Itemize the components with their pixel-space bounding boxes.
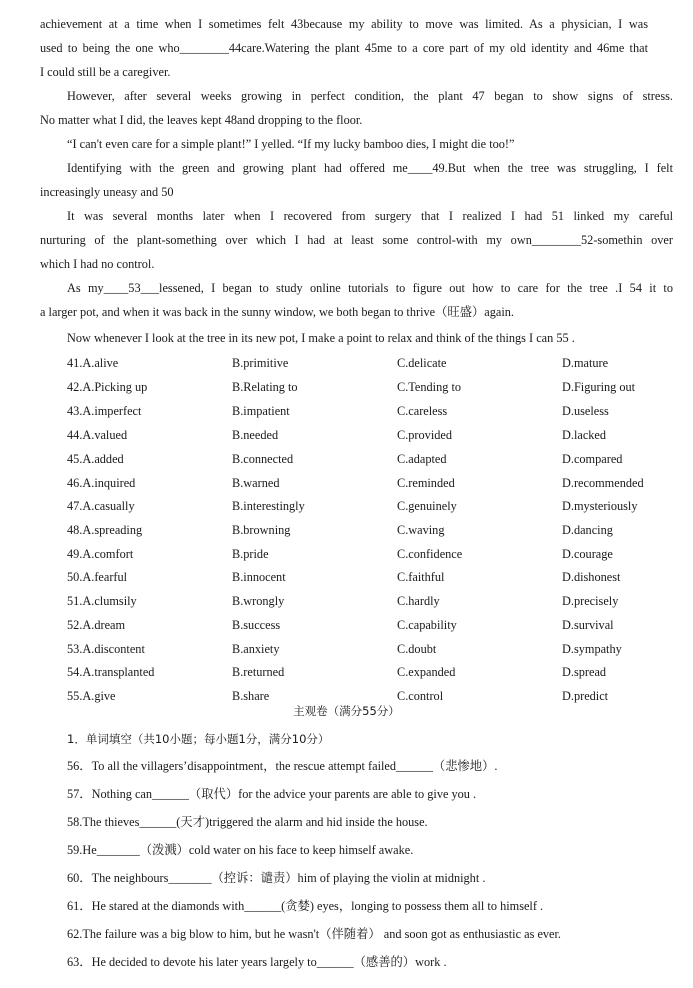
option-c: C.Tending to [397, 380, 462, 394]
option-a: 52.A.dream [67, 618, 126, 632]
passage-line: which I had no control. [40, 257, 155, 271]
passage-line: It was several months later when I recovered from surgery that I realized I had 51 linked my careful [67, 209, 673, 223]
fill-item: 59.He_______（泼溅）cold water on his face to keep himself awake. [67, 843, 414, 857]
option-a: 50.A.fearful [67, 570, 128, 584]
option-b: B.needed [232, 428, 279, 442]
fill-item: 58.The thieves______(天才)triggered the alarm and hid inside the house. [67, 815, 428, 829]
option-d: D.recommended [562, 476, 644, 490]
option-b: B.returned [232, 665, 285, 679]
option-b: B.browning [232, 523, 291, 537]
passage-line: increasingly uneasy and 50 [40, 185, 174, 199]
option-b: B.success [232, 618, 281, 632]
option-a: 46.A.inquired [67, 476, 136, 490]
option-c: C.careless [397, 404, 448, 418]
option-c: C.expanded [397, 665, 456, 679]
option-c: C.doubt [397, 642, 437, 656]
option-c: C.delicate [397, 356, 447, 370]
fill-item: 63．He decided to devote his later years largely to______（感善的）work . [67, 955, 447, 969]
option-b: B.wrongly [232, 594, 285, 608]
fill-item: 56．To all the villagers’disappointment，the rescue attempt failed______（悲惨地）. [67, 759, 498, 773]
option-d: D.predict [562, 689, 609, 703]
option-a: 49.A.comfort [67, 547, 134, 561]
passage-line: achievement at a time when I sometimes felt 43because my ability to move was limited. As a physician, I was [40, 17, 648, 31]
option-b: B.interestingly [232, 499, 305, 513]
passage-line: Identifying with the green and growing plant had offered me____49.But when the tree was struggling, I felt [67, 161, 673, 175]
option-d: D.useless [562, 404, 609, 418]
option-c: C.adapted [397, 452, 447, 466]
option-b: B.warned [232, 476, 280, 490]
passage-line: used to being the one who________44care.Watering the plant 45me to a core part of my old identity and 46me that [40, 41, 648, 55]
passage-line: nurturing of the plant-something over which I had at least some control-with my own________52-somethin over [40, 233, 673, 247]
option-d: D.lacked [562, 428, 607, 442]
option-d: D.precisely [562, 594, 619, 608]
option-a: 44.A.valued [67, 428, 128, 442]
part-heading: 1．单词填空（共10小题；每小题1分，满分10分） [67, 732, 330, 746]
option-c: C.faithful [397, 570, 445, 584]
option-a: 47.A.casually [67, 499, 135, 513]
passage-line: No matter what I did, the leaves kept 48and dropping to the floor. [40, 113, 363, 127]
option-b: B.impatient [232, 404, 290, 418]
option-c: C.control [397, 689, 444, 703]
option-a: 41.A.alive [67, 356, 119, 370]
fill-item: 60．The neighbours_______（控诉：谴责）him of playing the violin at midnight . [67, 871, 486, 885]
option-d: D.mysteriously [562, 499, 638, 513]
passage-line: a larger pot, and when it was back in the sunny window, we both began to thrive（旺盛）again. [40, 305, 515, 319]
option-a: 42.A.Picking up [67, 380, 148, 394]
option-c: C.waving [397, 523, 445, 537]
option-a: 51.A.clumsily [67, 594, 137, 608]
passage-line: Now whenever I look at the tree in its new pot, I make a point to relax and think of the things I can 55 . [67, 331, 575, 345]
option-a: 43.A.imperfect [67, 404, 142, 418]
option-a: 54.A.transplanted [67, 665, 155, 679]
option-d: D.sympathy [562, 642, 622, 656]
option-a: 53.A.discontent [67, 642, 145, 656]
option-d: D.survival [562, 618, 614, 632]
option-c: C.confidence [397, 547, 463, 561]
option-b: B.innocent [232, 570, 286, 584]
passage-line: As my____53___lessened, I began to study online tutorials to figure out how to care for the tree .I 54 it to [67, 281, 673, 295]
option-d: D.courage [562, 547, 613, 561]
option-a: 45.A.added [67, 452, 124, 466]
option-b: B.pride [232, 547, 269, 561]
option-c: C.hardly [397, 594, 440, 608]
option-d: D.mature [562, 356, 609, 370]
option-b: B.connected [232, 452, 294, 466]
option-c: C.genuinely [397, 499, 457, 513]
option-c: C.capability [397, 618, 457, 632]
option-c: C.provided [397, 428, 452, 442]
option-d: D.spread [562, 665, 607, 679]
fill-item: 57．Nothing can______（取代）for the advice your parents are able to give you . [67, 787, 477, 801]
passage-line: However, after several weeks growing in perfect condition, the plant 47 began to show signs of stress. [67, 89, 673, 103]
option-a: 48.A.spreading [67, 523, 143, 537]
passage-line: “I can't even care for a simple plant!” I yelled. “If my lucky bamboo dies, I might die too!” [67, 137, 515, 151]
option-d: D.dishonest [562, 570, 621, 584]
passage-line: I could still be a caregiver. [40, 65, 171, 79]
fill-item: 62.The failure was a big blow to him, but he wasn't（伴随着） and soon got as enthusiastic as ever. [67, 927, 562, 941]
fill-item: 61．He stared at the diamonds with______(贪婪) eyes，longing to possess them all to himself . [67, 899, 544, 913]
option-d: D.compared [562, 452, 623, 466]
option-b: B.Relating to [232, 380, 298, 394]
option-b: B.share [232, 689, 270, 703]
option-c: C.reminded [397, 476, 455, 490]
option-a: 55.A.give [67, 689, 116, 703]
option-d: D.Figuring out [562, 380, 636, 394]
option-b: B.anxiety [232, 642, 280, 656]
section-title: 主观卷（满分55分） [293, 704, 400, 718]
option-d: D.dancing [562, 523, 613, 537]
option-b: B.primitive [232, 356, 289, 370]
